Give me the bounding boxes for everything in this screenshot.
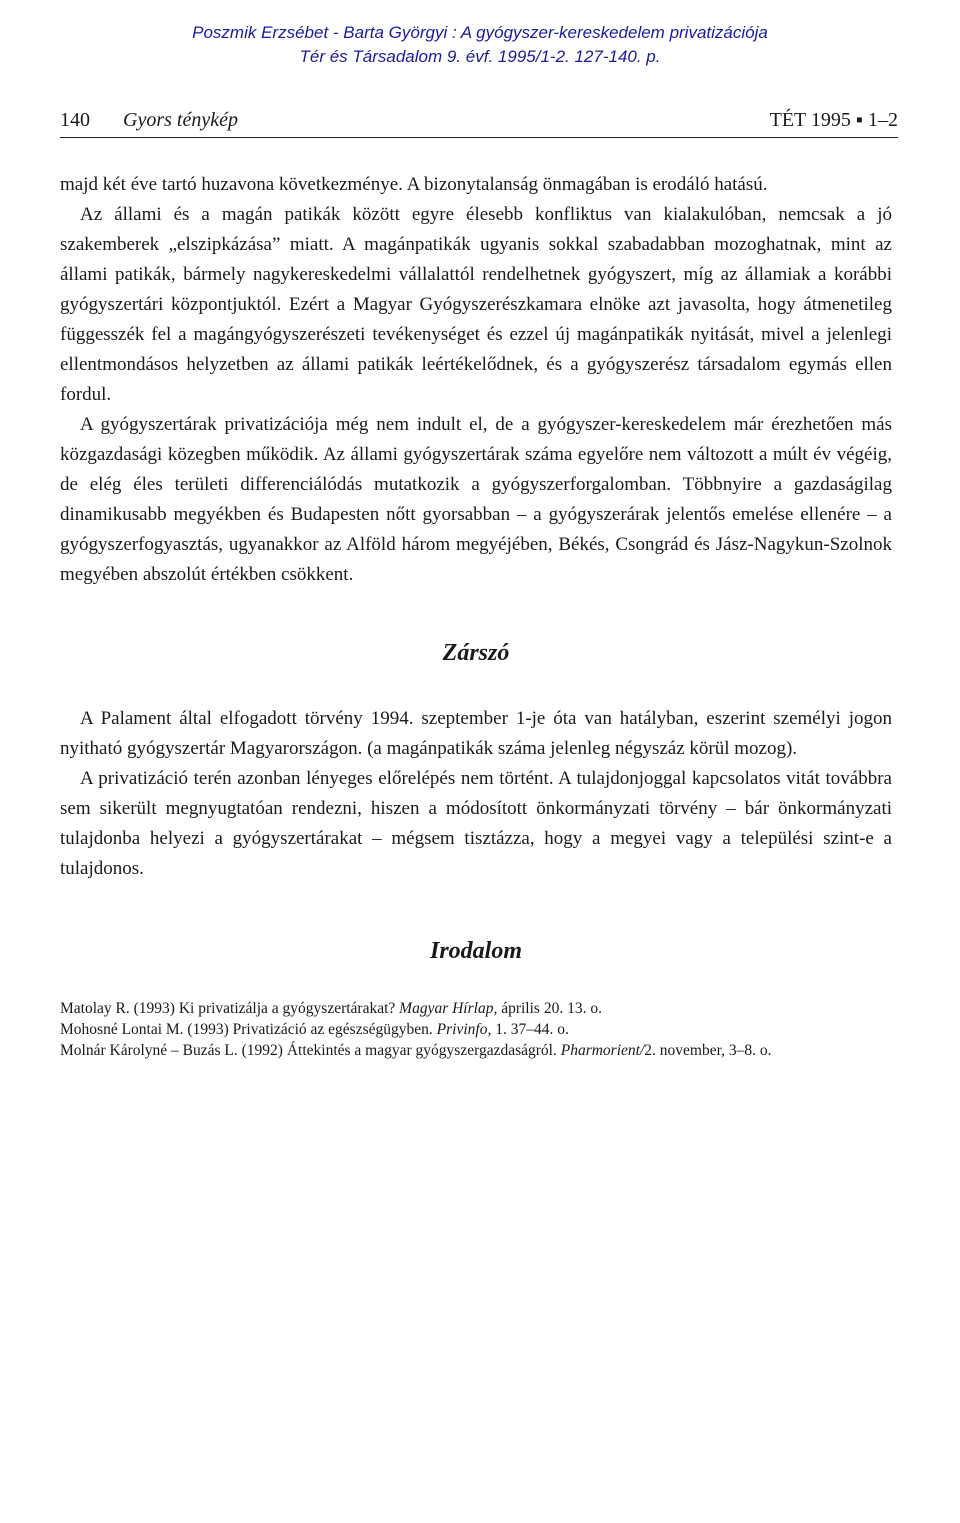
paragraph-ownership: A privatizáció terén azonban lényeges előrelépés nem történt. A tulajdonjoggal kapcsolatos vitát továbbra sem sikerült megnyugtatóan rendezni, hiszen a módosított önkormányzati törvény – bár önkormányzati tulajdonba helyezi a gyógyszertárakat – mégsem tisztázza, hogy a megyei vagy a települési szint-e a tulajdonos. bbox=[60, 768, 892, 879]
citation-line-journal: Tér és Társadalom 9. évf. 1995/1-2. 127-140. p. bbox=[299, 47, 661, 66]
page-number: 140 bbox=[60, 109, 90, 131]
reference-source: Magyar Hírlap, bbox=[399, 1000, 498, 1017]
reference-item: Matolay R. (1993) Ki privatizálja a gyógyszertárakat? Magyar Hírlap, április 20. 13. o. bbox=[60, 1000, 602, 1017]
reference-item: Mohosné Lontai M. (1993) Privatizáció az egészségügyben. Privinfo, 1. 37–44. o. bbox=[60, 1021, 569, 1038]
citation-line-authors-title: Poszmik Erzsébet - Barta Györgyi : A gyógyszer-kereskedelem privatizációja bbox=[192, 23, 768, 42]
article-body bbox=[60, 170, 892, 1061]
reference-source: Privinfo, bbox=[436, 1021, 492, 1038]
paragraph-privatization: A gyógyszertárak privatizációja még nem indult el, de a gyógyszer-kereskedelem már érezhetően más közgazdasági közegben működik. Az állami gyógyszertárak száma egyelőre nem változott a múlt év végéig, de elég éles területi differenciálódás mutatkozik a gyógyszerforgalomban. Többnyire a gazdaságilag dinamikusabb megyékben és Budapesten nőtt gyorsabban – a gyógyszerárak jelentős emelése ellenére – a gyógyszerfogyasztás, ugyanakkor az Alföld három megyéjében, Békés, Csongrád és Jász-Nagykun-Szolnok megyében abszolút értékben csökkent. bbox=[60, 414, 892, 585]
section-heading-irodalom: Irodalom bbox=[429, 938, 522, 964]
section-name: Gyors ténykép bbox=[123, 109, 238, 131]
paragraph-continuation: majd két éve tartó huzavona következménye. A bizonytalanság önmagában is erodáló hatású. bbox=[60, 174, 768, 195]
section-heading-zarszo: Zárszó bbox=[442, 640, 510, 666]
reference-list bbox=[60, 998, 892, 1061]
reference-source: Pharmorient/ bbox=[560, 1042, 645, 1059]
journal-issue: TÉT 1995 ▪ 1–2 bbox=[769, 109, 898, 131]
paragraph-conflict: Az állami és a magán patikák között egyre élesebb konfliktus van kialakulóban, nemcsak a jó szakemberek „elszipkázása” miatt. A magánpatikák ugyanis sokkal szabadabban mozoghatnak, mint az állami patikák, bármely nagykereskedelmi vállalattól rendelhetnek gyógyszert, míg az államiak a korábbi gyógyszertári központjuktól. Ezért a Magyar Gyógyszerészkamara elnöke azt javasolta, hogy átmenetileg függesszék fel a magángyógyszerészeti tevékenységet és ezzel új magánpatikák nyitását, mivel a jelenlegi ellentmondásos helyzetben az állami patikák leértékelődnek, és a gyógyszerész társadalom egymás ellen fordul. bbox=[60, 204, 892, 405]
reference-item: Molnár Károlyné – Buzás L. (1992) Áttekintés a magyar gyógyszergazdaságról. Pharmorient/2. november, 3–8. o. bbox=[60, 1042, 772, 1059]
running-head bbox=[60, 107, 898, 138]
paragraph-law: A Palament által elfogadott törvény 1994. szeptember 1-je óta van hatályban, eszerint személyi jogon nyitható gyógyszertár Magyarországon. (a magánpatikák száma jelenleg négyszáz körül mozog). bbox=[60, 708, 892, 759]
